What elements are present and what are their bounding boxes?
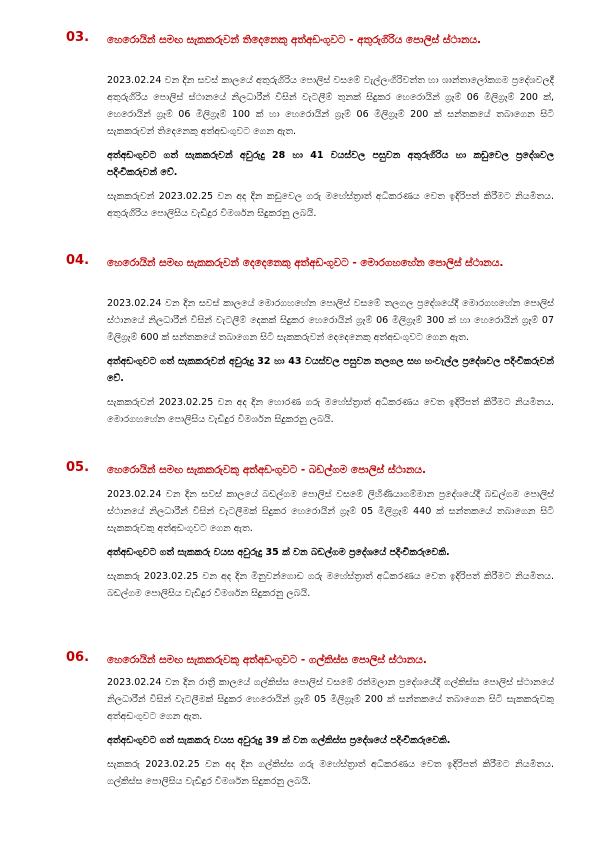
item-paragraph-suspects: අත්අඩංගුවට ගත් සැකකරුවන් අවුරුදු 28 හා 41 වයස්වල පසුවන අතුරුගිරිය හා කඩුවෙල ප්‍රදේශවල පදිංචිකරුවන් වේ. bbox=[107, 150, 554, 178]
item-paragraph-details: 2023.02.24 වන දින සවස් කාලයේ මොරගහහේන පොලිස් වසමේ තලගල ප්‍රදේශයේදී මොරගහහේන පොලිස් ස්ථානයේ නිලධාරීන් විසින් වැටලීම් දෙකක් සිදුකර හෙරොයින් ග්‍රෑම් 06 මිලිග්‍රෑම් 300 ක් හා හෙරොයින් ග්‍රෑම් 07 මිලිග්‍රෑම් 600 ක් සන්තකයේ තබාගෙන සිටි සැකකරුවන් දෙදෙනෙකු අත්අඩංගුවට ගෙන ඇත. bbox=[107, 298, 554, 343]
item-paragraph-court: සැකකරු 2023.02.25 වන අද දින ගල්කිස්ස ගරු මහේස්ත්‍රාත් අධිකරණය වෙත ඉදිරිපත් කිරීමට නියමිතය. ගල්කිස්ස පොලිසිය වැඩිදුර විමර්ශන සිදුකරනු ලබයි. bbox=[107, 759, 554, 787]
item-title: හෙරොයින් සමඟ සැකකරුවන් තිදෙනෙකු අත්අඩංගුවට - අතුරුගිරිය පොලිස් ස්ථානය. bbox=[107, 34, 482, 46]
item-title: හෙරොයින් සමඟ සැකකරුවන් දෙදෙනෙකු අත්අඩංගුවට - මොරගහහේන පොලිස් ස්ථානය. bbox=[107, 257, 504, 269]
item-number: 06. bbox=[66, 650, 90, 665]
item-paragraph-suspects: අත්අඩංගුවට ගත් සැකකරු වයස අවුරුදු 39 ක් වන ගල්කිස්ස ප්‍රදේශයේ පදිංචිකරුවෙකි. bbox=[107, 735, 451, 746]
news-item-03 bbox=[0, 30, 600, 219]
item-paragraph-court: සැකකරුවන් 2023.02.25 වන අද දින කඩුවෙල ගරු මහේස්ත්‍රාත් අධිකරණය වෙත ඉදිරිපත් කිරීමට නියමිතය. අතුරුගිරිය පොලිසිය වැඩිදුර විමර්ශන සිදුකරනු ලබයි. bbox=[107, 191, 554, 219]
news-item-06 bbox=[0, 650, 600, 787]
item-body bbox=[107, 72, 554, 229]
item-paragraph-details: 2023.02.24 වන දින සවස් කාලයේ බඩල්ගම පොලිස් වසමේ ලිහිණියාගම්මාන ප්‍රදේශයේදී බඩල්ගම පොලිස් ස්ථානයේ නිලධාරීන් විසින් වැටලීමක් සිදුකර හෙරොයින් ග්‍රෑම් 05 මිලිග්‍රෑම් 440 ක් සන්තකයේ තබාගෙන සිටි සැකකරුවකු අත්අඩංගුවට ගෙන ඇත. bbox=[107, 489, 554, 534]
item-paragraph-court: සැකකරුවන් 2023.02.25 වන අද දින හොරණ ගරු මහේස්ත්‍රාත් අධිකරණය වෙත ඉදිරිපත් කිරීමට නියමිතය. මොරගහහේන පොලිසිය වැඩිදුර විමර්ශන සිදුකරනු ලබයි. bbox=[107, 397, 554, 425]
item-title: හෙරොයින් සමඟ සැකකරුවකු අත්අඩංගුවට - බඩල්ගම පොලිස් ස්ථානය. bbox=[107, 464, 427, 476]
item-body bbox=[107, 295, 554, 435]
item-paragraph-details: 2023.02.24 වන දින සවස් කාලයේ අතුරුගිරිය පොලිස් වසමේ වැල්ලංගිරිවත්ත හා ශාන්තාලෝකගම ප්‍රදේශවලදී අතුරුගිරිය පොලිස් ස්ථානයේ නිලධාරීන් විසින් වැටලීම් තුනක් සිදුකර හෙරොයින් ග්‍රෑම් 06 මිලිග්‍රෑම් 200 ක්, හෙරොයින් ග්‍රෑම් 06 මිලිග්‍රෑම් 100 ක් හා හෙරොයින් ග්‍රෑම් 06 මිලිග්‍රෑම් 200 ක් සන්තකයේ තබාගෙන සිටි සැකකරුවන් තිදෙනෙකු අත්අඩංගුවට ගෙන ඇත. bbox=[107, 75, 554, 137]
news-item-05 bbox=[0, 460, 600, 599]
item-paragraph-court: සැකකරු 2023.02.25 වන අද දින මිනුවන්ගොඩ ගරු මහේස්ත්‍රාත් අධිකරණය වෙත ඉදිරිපත් කිරීමට නියමිතය. බඩල්ගම පොලිසිය වැඩිදුර විමර්ශන සිදුකරනු ලබයි. bbox=[107, 571, 554, 599]
news-item-04 bbox=[0, 253, 600, 425]
item-paragraph-suspects: අත්අඩංගුවට ගත් සැකකරු වයස අවුරුදු 35 ක් වන බඩල්ගම ප්‍රදේශයේ පදිංචිකරුවෙකි. bbox=[107, 547, 450, 558]
item-paragraph-suspects: අත්අඩංගුවට ගත් සැකකරුවන් අවුරුදු 32 හා 43 වයස්වල පසුවන තලගල සහ හංවැල්ල ප්‍රදේශවල පදිංචිකරුවන් වේ. bbox=[107, 356, 554, 384]
item-number: 04. bbox=[66, 253, 90, 268]
item-body bbox=[107, 674, 554, 797]
item-body bbox=[107, 486, 554, 609]
item-number: 05. bbox=[66, 460, 90, 475]
item-title: හෙරොයින් සමඟ සැකකරුවකු අත්අඩංගුවට - ගල්කිස්ස පොලිස් ස්ථානය. bbox=[107, 654, 427, 666]
item-number: 03. bbox=[66, 30, 90, 45]
item-paragraph-details: 2023.02.24 වන දින රාත්‍රී කාලයේ ගල්කිස්ස පොලිස් වසමේ රත්මලාන ප්‍රදේශයේදී ගල්කිස්ස පොලිස් ස්ථානයේ නිලධාරීන් විසින් වැටලීමක් සිදුකර හෙරොයින් ග්‍රෑම් 05 මිලිග්‍රෑම් 200 ක් සන්තකයේ තබාගෙන සිටි සැකකරුවකු අත්අඩංගුවට ගෙන ඇත. bbox=[107, 677, 554, 722]
